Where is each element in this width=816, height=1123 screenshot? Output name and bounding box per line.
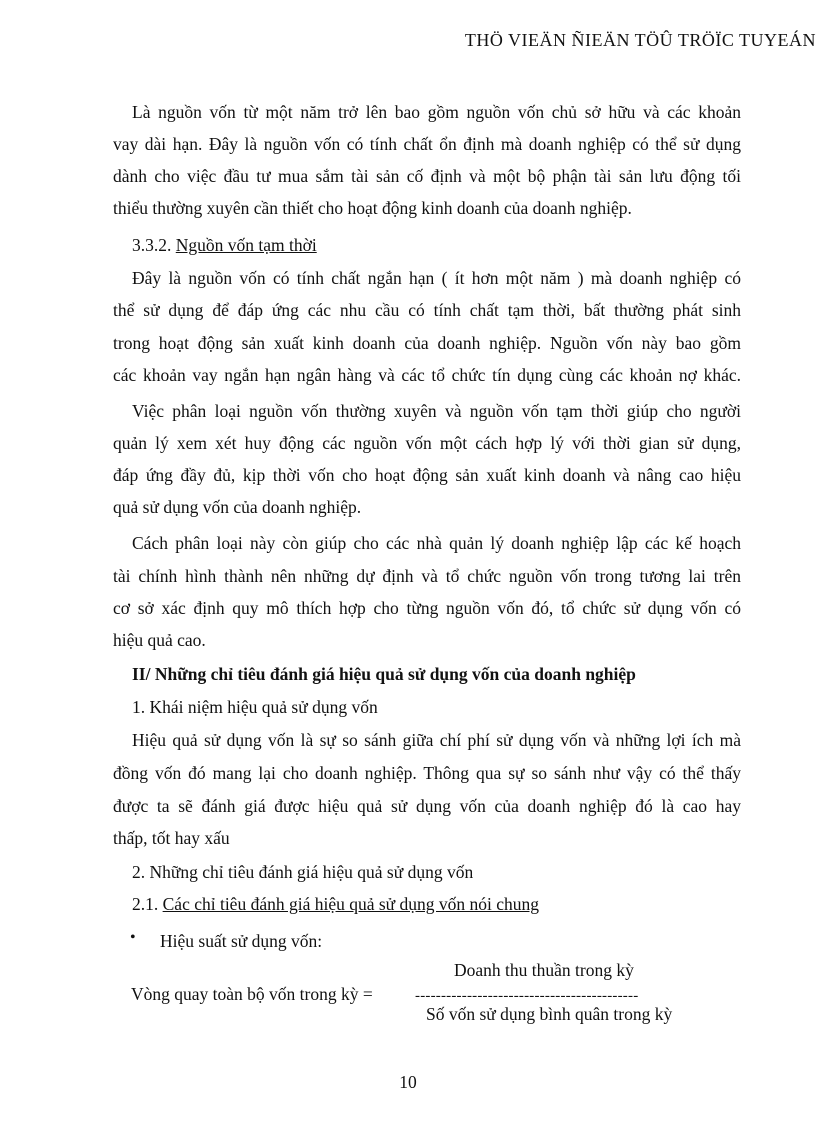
paragraph-line: cơ sở xác định quy mô thích hợp cho từng nguồn vốn đó, tổ chức sử dụng vốn có [113,598,741,618]
subsection-heading-2: 2. Những chỉ tiêu đánh giá hiệu quả sử dụng vốn [132,862,474,882]
formula-denominator: Số vốn sử dụng bình quân trong kỳ [426,1004,673,1024]
paragraph-line: dành cho việc đầu tư mua sắm tài sản cố định và một bộ phận tài sản lưu động tối [113,166,741,186]
formula-fraction-line: ------------------------------------------- [415,988,639,1004]
paragraph-line: tài chính hình thành nên những dự định và tổ chức nguồn vốn trong tương lai trên [113,566,741,586]
formula-numerator: Doanh thu thuần trong kỳ [454,960,634,980]
paragraph-line: được ta sẽ đánh giá được hiệu quả sử dụng vốn của doanh nghiệp đó là cao hay [113,796,741,816]
paragraph-line: đáp ứng đầy đủ, kịp thời vốn cho hoạt động sản xuất kinh doanh và nâng cao hiệu [113,465,741,485]
bullet-icon: • [130,929,136,946]
section-title: Nguồn vốn tạm thời [175,235,317,255]
section-number: 3.3.2. [132,235,176,255]
paragraph-line: Là nguồn vốn từ một năm trở lên bao gồm nguồn vốn chủ sở hữu và các khoản [132,102,741,122]
paragraph-line: quả sử dụng vốn của doanh nghiệp. [113,497,362,517]
section-heading-II: II/ Những chỉ tiêu đánh giá hiệu quả sử dụng vốn của doanh nghiệp [132,664,636,684]
section-title: Các chỉ tiêu đánh giá hiệu quả sử dụng vốn nói chung [162,894,540,914]
paragraph-line: Hiệu quả sử dụng vốn là sự so sánh giữa chí phí sử dụng vốn và những lợi ích mà [132,730,741,750]
paragraph-line: hiệu quả cao. [113,630,206,650]
paragraph-line: trong hoạt động sản xuất kinh doanh của doanh nghiệp. Nguồn vốn này bao gồm [113,333,741,353]
page-number: 10 [399,1072,417,1092]
paragraph-line: Việc phân loại nguồn vốn thường xuyên và nguồn vốn tạm thời giúp cho người [132,401,741,421]
section-heading-2-1 [132,888,760,920]
paragraph-line: Đây là nguồn vốn có tính chất ngắn hạn ( ít hơn một năm ) mà doanh nghiệp có [132,268,741,288]
paragraph-line: vay dài hạn. Đây là nguồn vốn có tính chất ổn định mà doanh nghiệp có thể sử dụng [113,134,741,154]
formula-label: Vòng quay toàn bộ vốn trong kỳ = [131,984,373,1004]
paragraph-line: thấp, tốt hay xấu [113,828,230,848]
page-header: THÖ VIEÄN ÑIEÄN TÖÛ TRÖÏC TUYEÁN [464,30,816,50]
paragraph-line: các khoản vay ngắn hạn ngân hàng và các tổ chức tín dụng cùng các khoản nợ khác. [113,365,741,385]
paragraph-line: thể sử dụng để đáp ứng các nhu cầu có tính chất tạm thời, bất thường phát sinh [113,300,741,320]
paragraph-line: quản lý xem xét huy động các nguồn vốn một cách hợp lý với thời gian sử dụng, [113,433,741,453]
paragraph-line: đồng vốn đó mang lại cho doanh nghiệp. Thông qua sự so sánh như vậy có thể thấy [113,763,741,783]
section-number: 2.1. [132,894,163,914]
bullet-text: Hiệu suất sử dụng vốn: [160,931,323,951]
subsection-heading-1: 1. Khái niệm hiệu quả sử dụng vốn [132,697,378,717]
paragraph-line: Cách phân loại này còn giúp cho các nhà quản lý doanh nghiệp lập các kế hoạch [132,533,741,553]
paragraph-line: thiểu thường xuyên cần thiết cho hoạt động kinh doanh của doanh nghiệp. [113,198,632,218]
section-heading-3-3-2 [132,229,760,261]
